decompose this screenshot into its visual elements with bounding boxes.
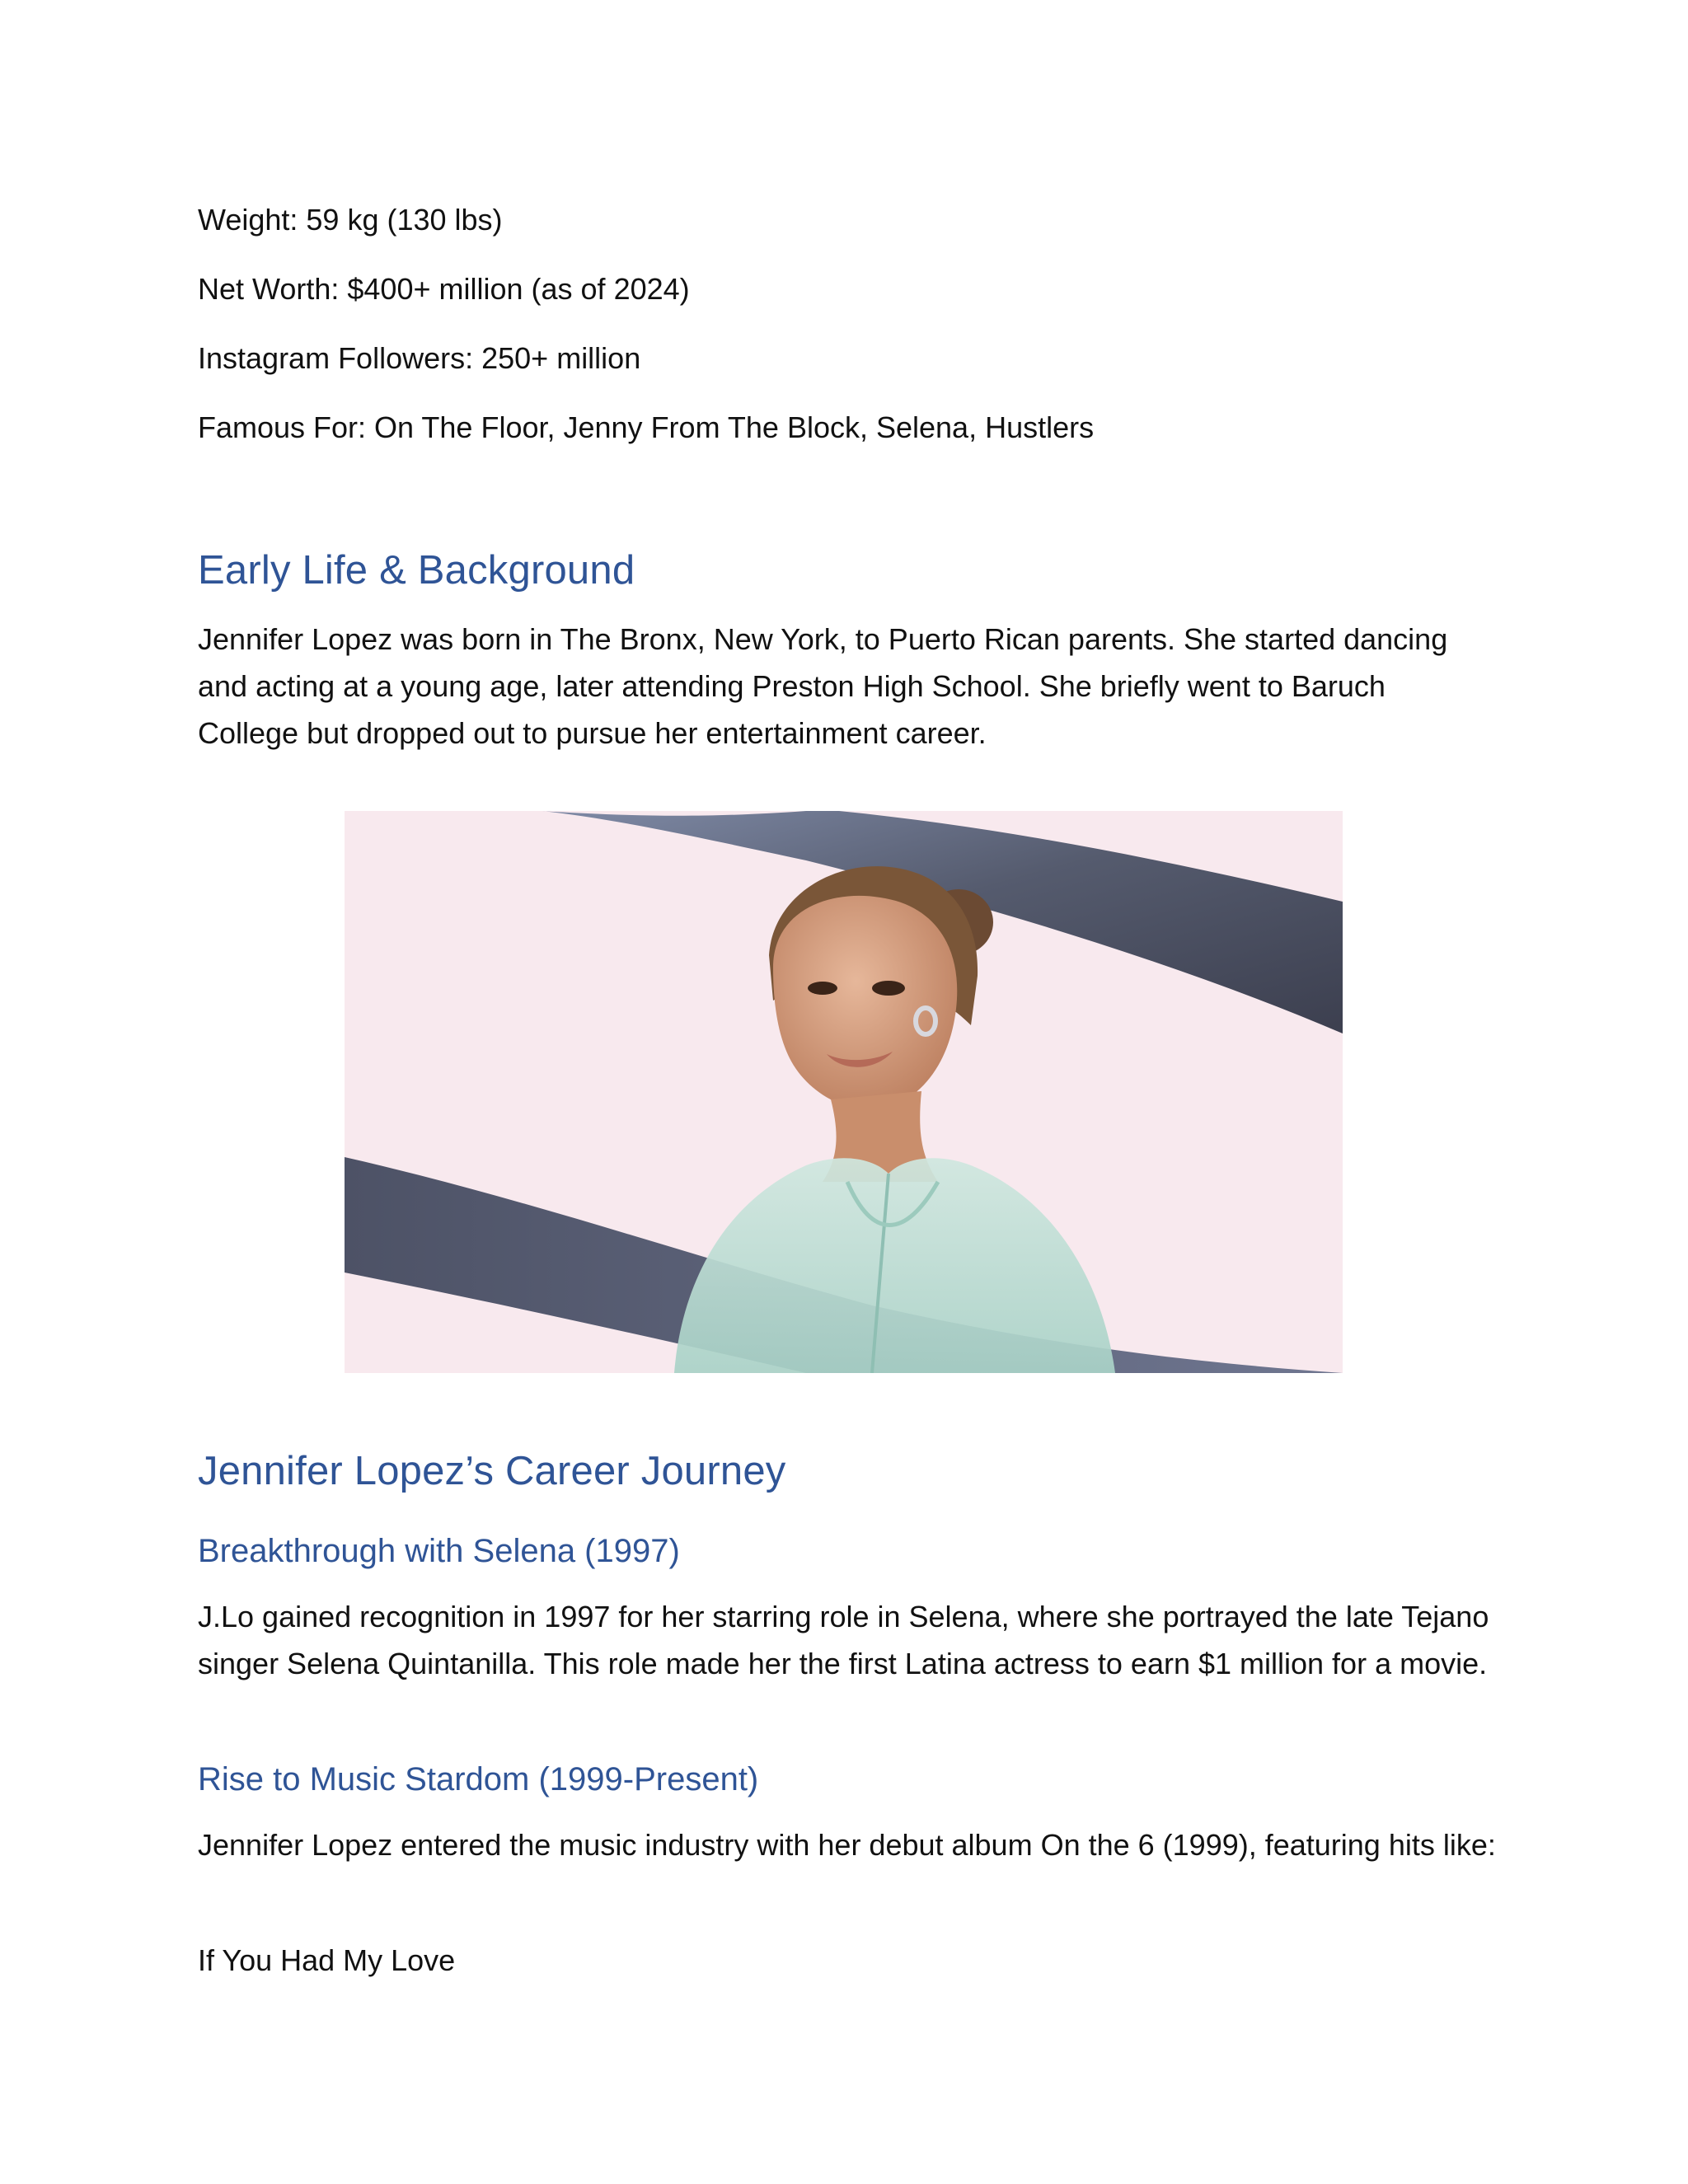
music-subheading: Rise to Music Stardom (1999-Present) bbox=[198, 1761, 759, 1797]
weight-fact: Weight: 59 kg (130 lbs) bbox=[198, 203, 503, 237]
career-heading: Jennifer Lopez’s Career Journey bbox=[198, 1449, 786, 1493]
early-life-heading: Early Life & Background bbox=[198, 548, 635, 593]
portrait-photo-illustration bbox=[345, 811, 1343, 1373]
selena-subheading: Breakthrough with Selena (1997) bbox=[198, 1533, 680, 1569]
selena-paragraph: J.Lo gained recognition in 1997 for her starring role in Selena, where she portrayed the late Tejano singer Selena Quintanilla. This role made her the first Latina actress to earn $1 million for a movie. bbox=[198, 1600, 1489, 1680]
song-list-item: If You Had My Love bbox=[198, 1943, 456, 1977]
early-life-paragraph: Jennifer Lopez was born in The Bronx, New York, to Puerto Rican parents. She started dancing and acting at a young age, later attending Preston High School. She briefly went to Baruch College but dropped out to pursue her entertainment career. bbox=[198, 622, 1448, 750]
net-worth-fact: Net Worth: $400+ million (as of 2024) bbox=[198, 272, 690, 306]
instagram-fact: Instagram Followers: 250+ million bbox=[198, 341, 641, 375]
famous-for-fact: Famous For: On The Floor, Jenny From The Block, Selena, Hustlers bbox=[198, 410, 1095, 444]
portrait-photo bbox=[345, 811, 1343, 1373]
music-paragraph: Jennifer Lopez entered the music industry with her debut album On the 6 (1999), featuring hits like: bbox=[198, 1828, 1496, 1862]
